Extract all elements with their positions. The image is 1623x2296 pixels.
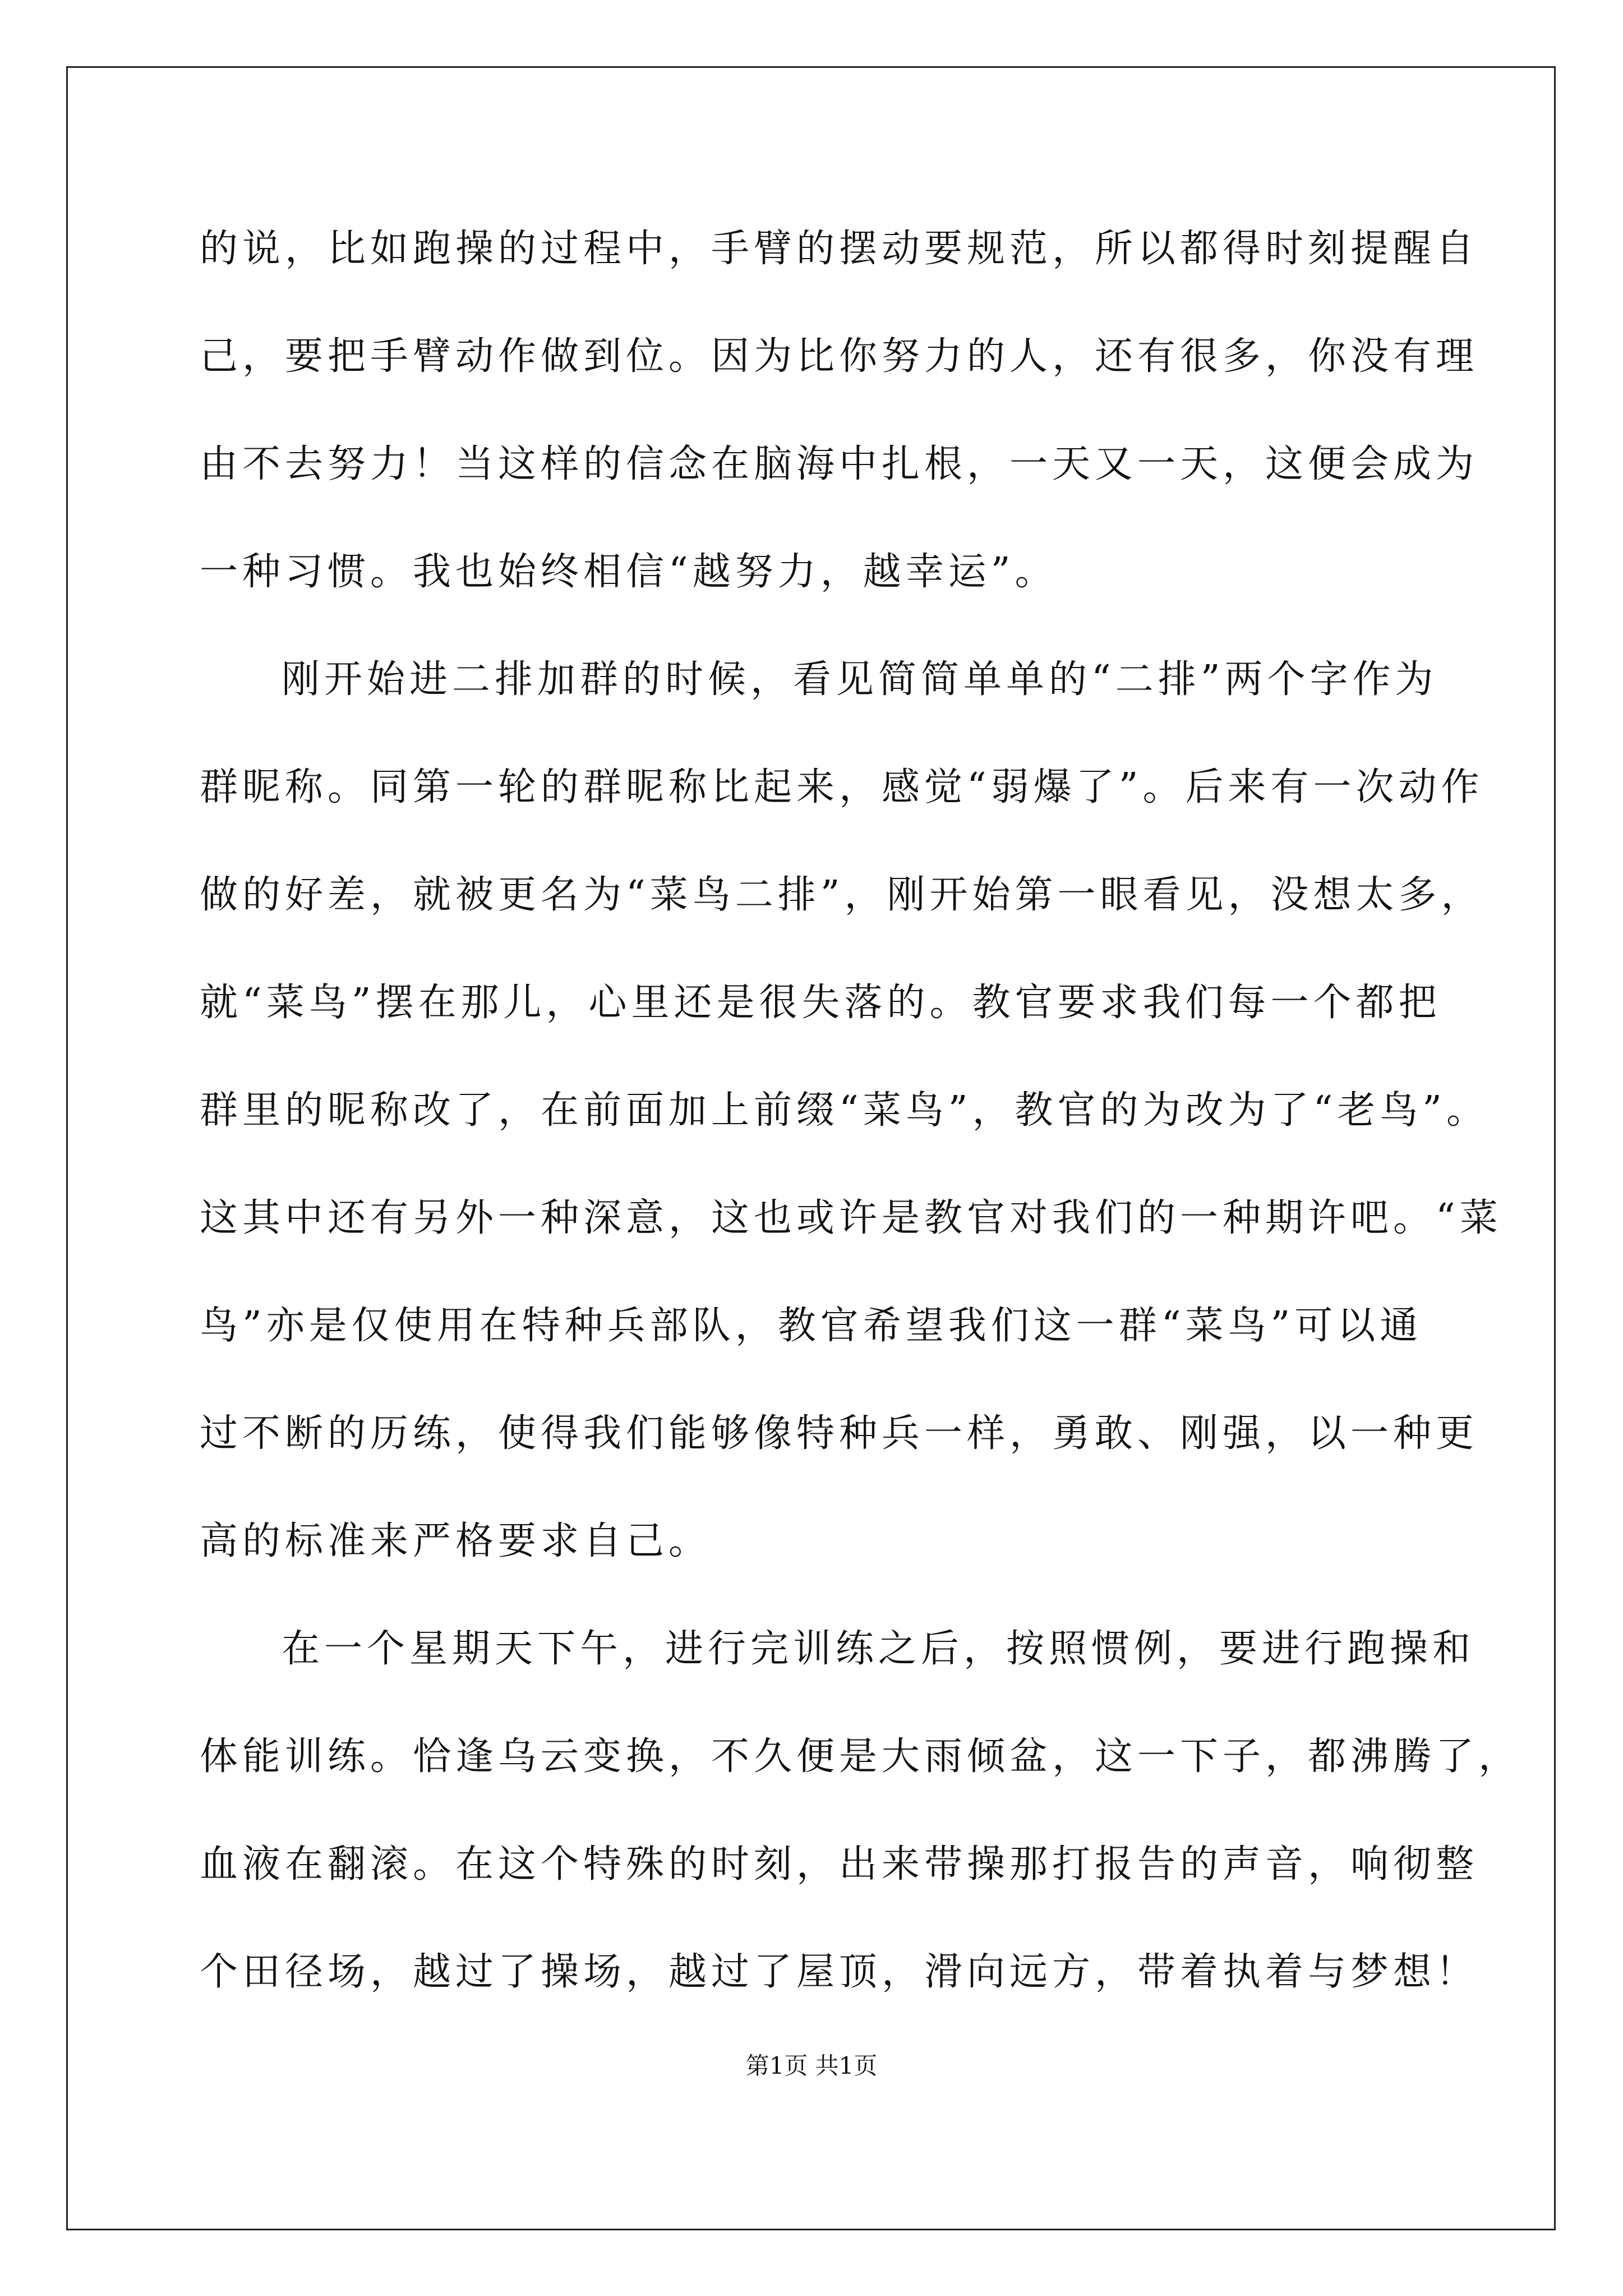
text-line: 个田径场，越过了操场，越过了屋顶，滑向远方，带着执着与梦想！: [200, 1950, 1479, 1994]
text-line: 的说，比如跑操的过程中，手臂的摆动要规范，所以都得时刻提醒自: [200, 227, 1479, 271]
text-line: 由不去努力！当这样的信念在脑海中扎根，一天又一天，这便会成为: [200, 442, 1479, 486]
text-line: 鸟”亦是仅使用在特种兵部队，教官希望我们这一群“菜鸟”可以通: [200, 1304, 1423, 1348]
text-line: 这其中还有另外一种深意，这也或许是教官对我们的一种期许吧。“菜: [200, 1196, 1502, 1240]
text-line: 一种习惯。我也始终相信“越努力，越幸运”。: [200, 550, 1058, 594]
paragraph-first-line: 在一个星期天下午，进行完训练之后，按照惯例，要进行跑操和: [282, 1627, 1476, 1671]
text-line: 过不断的历练，使得我们能够像特种兵一样，勇敢、刚强，以一种更: [200, 1411, 1479, 1456]
text-line: 血液在翻滚。在这个特殊的时刻，出来带操那打报告的声音，响彻整: [200, 1842, 1479, 1887]
text-line: 做的好差，就被更名为“菜鸟二排”，刚开始第一眼看见，没想太多，: [200, 873, 1484, 917]
text-line: 高的标准来严格要求自己。: [200, 1519, 712, 1563]
text-line: 己，要把手臂动作做到位。因为比你努力的人，还有很多，你没有理: [200, 334, 1479, 379]
page-number: 第1页 共1页: [745, 2052, 878, 2079]
text-line: 群昵称。同第一轮的群昵称比起来，感觉“弱爆了”。后来有一次动作: [200, 765, 1484, 809]
text-line: 群里的昵称改了，在前面加上前缀“菜鸟”，教官的为改为了“老鸟”。: [200, 1088, 1490, 1133]
text-line: 体能训练。恰逢乌云变换，不久便是大雨倾盆，这一下子，都沸腾了，: [200, 1734, 1521, 1779]
page-border: [66, 66, 1556, 2230]
paragraph-first-line: 刚开始进二排加群的时候，看见简简单单的“二排”两个字作为: [282, 657, 1438, 702]
text-line: 就“菜鸟”摆在那儿，心里还是很失落的。教官要求我们每一个都把: [200, 981, 1441, 1025]
